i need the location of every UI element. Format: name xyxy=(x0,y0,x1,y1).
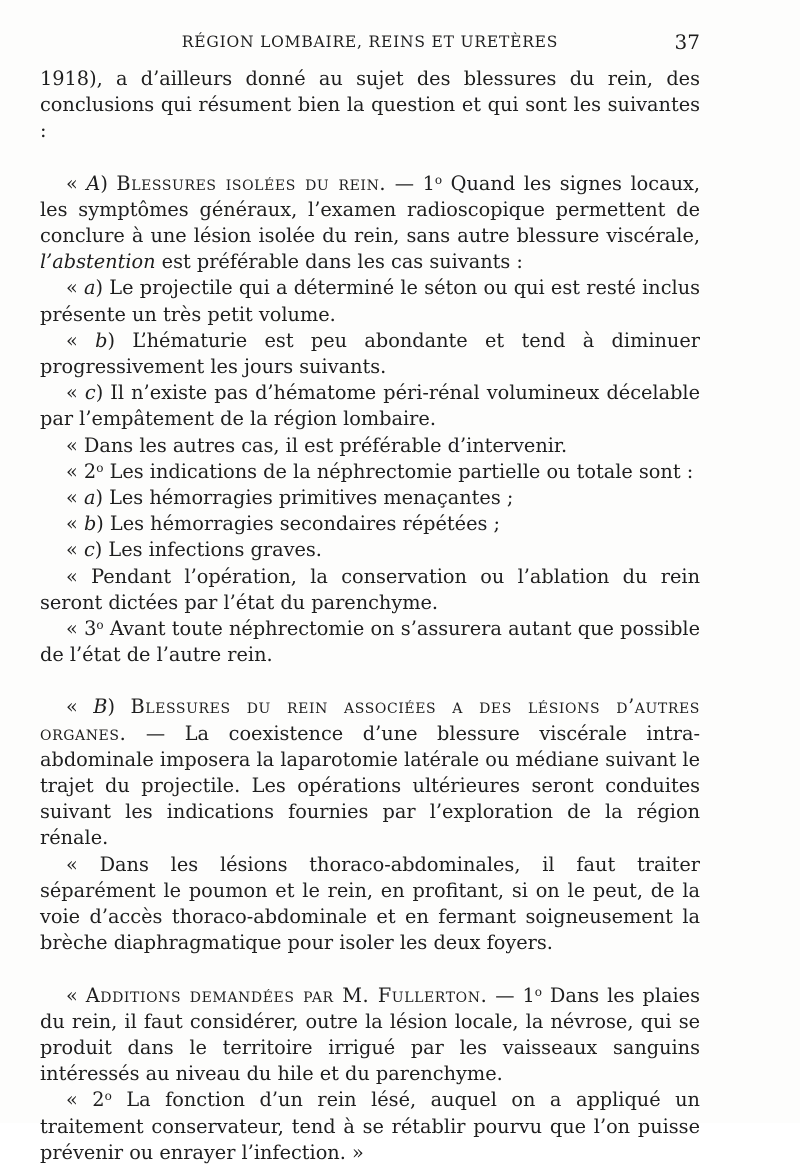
section-fullerton-title: Additions demandées par M. Fullerton. xyxy=(85,983,488,1007)
list-item-2a: « a) Les hémorragies primitives menaçantes ; xyxy=(66,486,514,510)
paragraph-avant-nephrectomie: « 3$^o$ Avant toute néphrectomie on s’assurera autant que possible de l’état de l’autre rein. xyxy=(40,617,700,667)
emphasis-abstention: l’abstention xyxy=(40,250,156,274)
running-head: RÉGION LOMBAIRE, REINS ET URETÈRES xyxy=(181,33,559,51)
paragraph-pendant: « Pendant l’opération, la conservation ou l’ablation du rein seront dictées par l’état du parenchyme. xyxy=(40,564,700,614)
list-item-c: « c) Il n’existe pas d’hématome péri-rénal volumineux décelable par l’empâtement de la région lombaire. xyxy=(40,381,700,431)
list-item-2b: « b) Les hémorragies secondaires répétées ; xyxy=(66,512,501,536)
section-a-title: Blessures isolées du rein. xyxy=(116,171,387,195)
section-b-title: Blessures du rein associées a des lésions d’autres organes. xyxy=(40,695,700,745)
section-a-heading-paragraph: « A) Blessures isolées du rein. — 1$^o$ Quand les signes locaux, les symptômes généraux, l’examen radioscopique permettent de conclure à une lésion isolée du rein, sans autre blessure viscérale, l’abstention est préférable dans les cas suivants : xyxy=(40,171,700,274)
paragraph-thoraco: « Dans les lésions thoraco-abdominales, il faut traiter séparément le poumon et le rein, en profitant, si on le peut, de la voie d’accès thoraco-abdominale et en fermant soigneusement la brèche diaphragmatique pour isoler les deux foyers. xyxy=(40,852,700,955)
page-number: 37 xyxy=(674,30,700,54)
paragraph-intro: 1918), a d’ailleurs donné au sujet des blessures du rein, des conclusions qui résument bien la question et qui sont les suivantes : xyxy=(40,67,700,143)
paragraph-autres-cas: « Dans les autres cas, il est préférable d’intervenir. xyxy=(66,433,568,457)
page-header xyxy=(40,30,700,56)
list-item-a: « a) Le projectile qui a déterminé le séton ou qui est resté inclus présente un très petit volume. xyxy=(40,276,701,326)
paragraph-indications: « 2$^o$ Les indications de la néphrectomie partielle ou totale sont : xyxy=(66,459,694,483)
list-item-2c: « c) Les infections graves. xyxy=(66,538,322,562)
paragraph-final: « 2$^o$ La fonction d’un rein lésé, auquel on a appliqué un traitement conservateur, tend à se rétablir pourvu que l’on puisse prévenir ou enrayer l’infection. » xyxy=(40,1088,700,1164)
section-b-paragraph: « B) Blessures du rein associées a des lésions d’autres organes. — La coexistence d’une blessure viscérale intra-abdominale imposera la laparotomie latérale ou médiane suivant le trajet du projectile. Les opérations ultérieures seront conduites suivant les indications fournies par l’exploration de la région rénale. xyxy=(40,695,700,850)
page-body xyxy=(40,66,700,1166)
section-fullerton-paragraph: « Additions demandées par M. Fullerton. — 1$^o$ Dans les plaies du rein, il faut considérer, outre la lésion locale, la névrose, qui se produit dans le territoire irrigué par les vaisseaux sanguins intéressés au niveau du hile et du parenchyme. xyxy=(40,983,700,1086)
list-item-b: « b) L’hématurie est peu abondante et tend à diminuer progressivement les jours suivants. xyxy=(40,328,700,379)
